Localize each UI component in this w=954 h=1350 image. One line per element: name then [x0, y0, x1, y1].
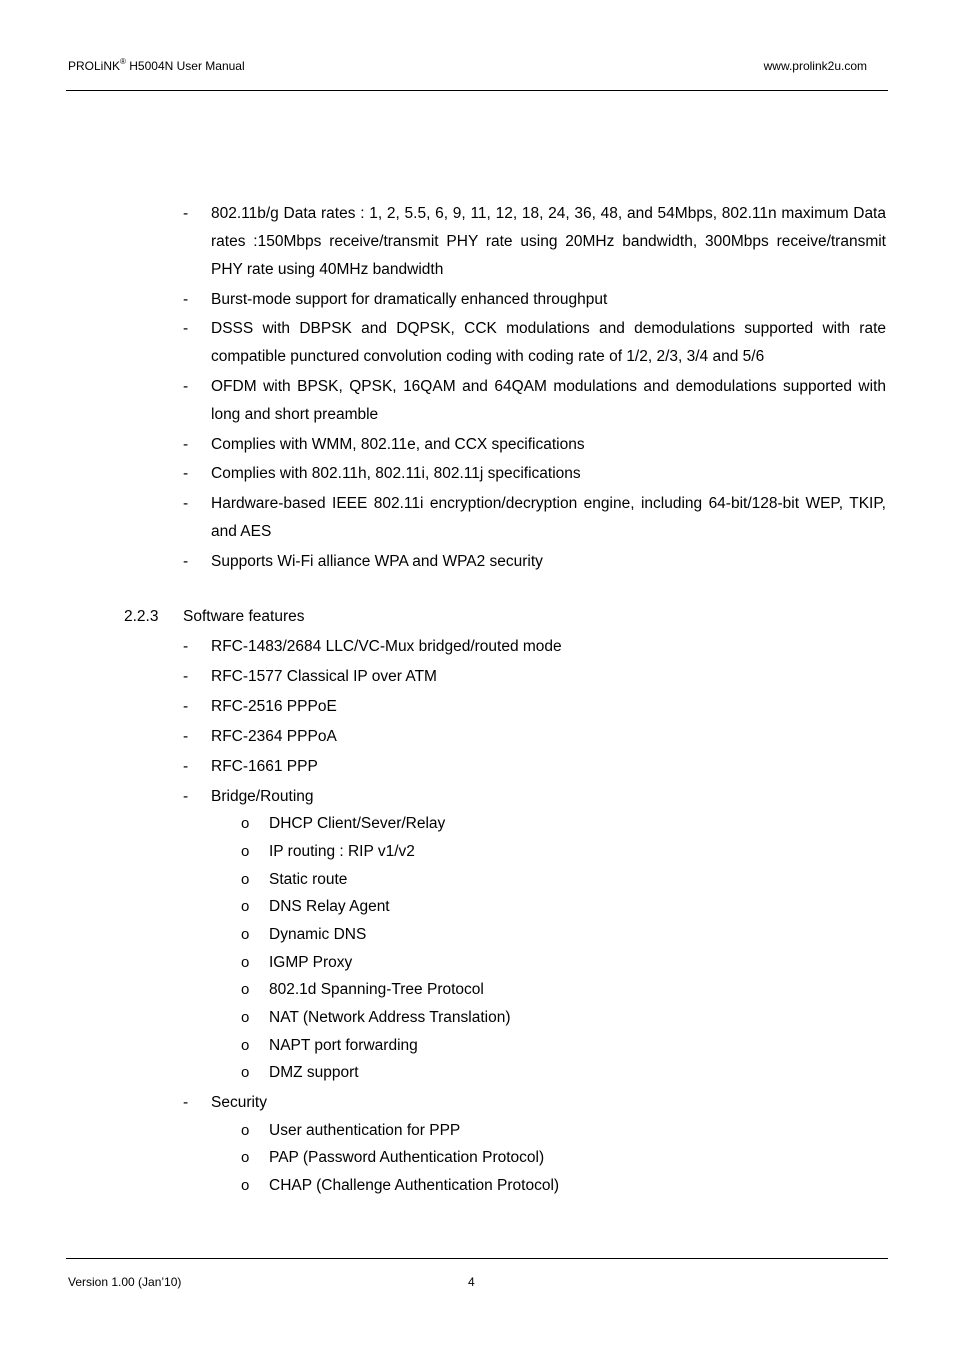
sub-list-item: NAPT port forwarding — [269, 1037, 418, 1054]
circle-bullet: o — [241, 1037, 250, 1054]
sub-list-item: IP routing : RIP v1/v2 — [269, 843, 415, 860]
dash-bullet: - — [183, 1094, 189, 1111]
list-item: 802.11b/g Data rates : 1, 2, 5.5, 6, 9, 11, 12, 18, 24, 36, 48, and 54Mbps, 802.11n maximum Data rates :150Mbps receive/transmit PHY rate using 20MHz bandwidth, 300Mbps receive/transmit PHY rate using 40MHz bandwidth — [211, 205, 886, 278]
dash-bullet: - — [183, 465, 189, 482]
dash-bullet: - — [183, 495, 189, 512]
registered-mark: ® — [120, 57, 126, 66]
version-label: Version 1.00 (Jan’10) — [68, 1275, 182, 1289]
sub-list-item: Static route — [269, 871, 348, 888]
list-item: Burst-mode support for dramatically enhanced throughput — [211, 291, 608, 308]
circle-bullet: o — [241, 843, 250, 860]
circle-bullet: o — [241, 871, 250, 888]
dash-bullet: - — [183, 205, 189, 222]
circle-bullet: o — [241, 1177, 250, 1194]
circle-bullet: o — [241, 1122, 250, 1139]
sub-list-item: DNS Relay Agent — [269, 898, 390, 915]
list-item: RFC-2364 PPPoA — [211, 728, 337, 745]
dash-bullet: - — [183, 553, 189, 570]
list-item: Complies with 802.11h, 802.11i, 802.11j specifications — [211, 465, 581, 482]
section-heading: Software features — [183, 608, 305, 625]
list-item: RFC-2516 PPPoE — [211, 698, 337, 715]
list-item: RFC-1661 PPP — [211, 758, 318, 775]
list-item: Complies with WMM, 802.11e, and CCX specifications — [211, 436, 585, 453]
sub-list-item: Dynamic DNS — [269, 926, 367, 943]
circle-bullet: o — [241, 898, 250, 915]
list-item: OFDM with BPSK, QPSK, 16QAM and 64QAM modulations and demodulations supported with long and short preamble — [211, 378, 886, 423]
dash-bullet: - — [183, 788, 189, 805]
circle-bullet: o — [241, 954, 250, 971]
dash-bullet: - — [183, 638, 189, 655]
footer-divider — [66, 1258, 888, 1259]
sub-list-item: User authentication for PPP — [269, 1122, 461, 1139]
list-item: RFC-1483/2684 LLC/VC-Mux bridged/routed mode — [211, 638, 562, 655]
sub-list-item: PAP (Password Authentication Protocol) — [269, 1149, 545, 1166]
list-item: Hardware-based IEEE 802.11i encryption/decryption engine, including 64-bit/128-bit WEP, TKIP, and AES — [211, 495, 886, 540]
dash-bullet: - — [183, 668, 189, 685]
dash-bullet: - — [183, 436, 189, 453]
sub-list-item: NAT (Network Address Translation) — [269, 1009, 511, 1026]
header-divider — [66, 90, 888, 91]
list-item: Bridge/Routing — [211, 788, 314, 805]
circle-bullet: o — [241, 1009, 250, 1026]
sub-list-item: CHAP (Challenge Authentication Protocol) — [269, 1177, 560, 1194]
sub-list-item: 802.1d Spanning-Tree Protocol — [269, 981, 484, 998]
list-item: DSSS with DBPSK and DQPSK, CCK modulations and demodulations supported with rate compatible punctured convolution coding with coding rate of 1/2, 2/3, 3/4 and 5/6 — [211, 320, 886, 365]
list-item: Supports Wi-Fi alliance WPA and WPA2 security — [211, 553, 543, 570]
circle-bullet: o — [241, 815, 250, 832]
brand-name: PROLiNK — [68, 59, 121, 73]
dash-bullet: - — [183, 320, 189, 337]
circle-bullet: o — [241, 1064, 250, 1081]
circle-bullet: o — [241, 1149, 250, 1166]
list-item: RFC-1577 Classical IP over ATM — [211, 668, 437, 685]
dash-bullet: - — [183, 758, 189, 775]
circle-bullet: o — [241, 981, 250, 998]
manual-title: H5004N User Manual — [125, 59, 245, 73]
dash-bullet: - — [183, 378, 189, 395]
dash-bullet: - — [183, 728, 189, 745]
sub-list-item: IGMP Proxy — [269, 954, 353, 971]
page-number: 4 — [468, 1275, 475, 1289]
sub-list-item: DHCP Client/Sever/Relay — [269, 815, 446, 832]
sub-list-item: DMZ support — [269, 1064, 359, 1081]
document-title — [68, 59, 245, 73]
dash-bullet: - — [183, 291, 189, 308]
dash-bullet: - — [183, 698, 189, 715]
website-url: www.prolink2u.com — [763, 59, 867, 73]
section-number: 2.2.3 — [124, 608, 159, 625]
list-item: Security — [211, 1094, 267, 1111]
circle-bullet: o — [241, 926, 250, 943]
